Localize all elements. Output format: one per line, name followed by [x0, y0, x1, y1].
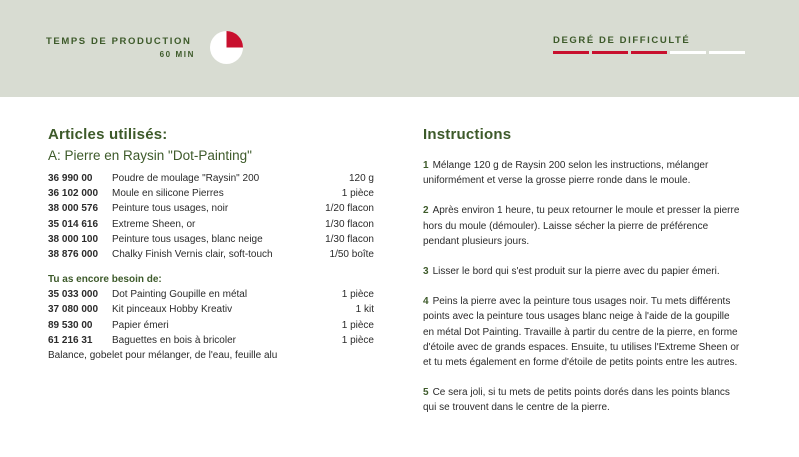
list-item	[48, 201, 374, 216]
article-quantity: 120 g	[348, 173, 374, 184]
list-item	[48, 318, 374, 333]
list-item	[48, 186, 374, 201]
production-time-value: 60 MIN	[159, 50, 195, 59]
step-text: Peins la pierre avec la peinture tous usages noir. Tu mets différents points avec la peinture tous usages blanc neige à l'aide de la goupille en métal Dot Painting. Travaille à partir du centre de la pierre, en forme d'étoile avec de grands espaces. Ensuite, tu utilises l'Extreme Sheen or et tu mets également en forme d'étoile de petits points entre les autres.	[423, 296, 740, 369]
article-number: 35 033 000	[48, 289, 99, 301]
articles-title: Articles utilisés:	[48, 126, 168, 143]
list-item	[48, 287, 374, 302]
article-description: Extreme Sheen, or	[112, 218, 196, 230]
article-quantity: 1 pièce	[341, 289, 374, 301]
instructions-section	[423, 126, 743, 431]
instruction-step	[423, 294, 743, 370]
article-number: 38 000 576	[48, 203, 99, 215]
article-description: Moule en silicone Pierres	[112, 188, 224, 200]
article-number: 35 014 616	[48, 218, 99, 230]
article-description: Peinture tous usages, blanc neige	[112, 233, 263, 245]
instruction-step	[423, 264, 743, 279]
article-quantity: 1/30 flacon	[325, 218, 374, 230]
article-quantity: 1 pièce	[341, 319, 374, 331]
extra-needs-title: Tu as encore besoin de:	[48, 274, 162, 286]
article-description: Baguettes en bois à bricoler	[112, 334, 236, 346]
article-quantity: 1 pièce	[341, 334, 374, 346]
step-text: Mélange 120 g de Raysin 200 selon les instructions, mélanger uniformément et verse la grosse pierre ronde dans le moule.	[423, 160, 709, 187]
article-number: 38 000 100	[48, 233, 99, 245]
article-quantity: 1/30 flacon	[325, 233, 374, 245]
project-subtitle: A: Pierre en Raysin "Dot-Painting"	[48, 148, 252, 163]
instructions-title: Instructions	[423, 126, 512, 143]
difficulty-segment	[553, 51, 589, 54]
list-item	[48, 302, 374, 317]
difficulty-meter	[553, 51, 745, 54]
list-item	[48, 171, 374, 186]
article-quantity: 1 kit	[355, 304, 374, 316]
difficulty-segment	[592, 51, 628, 54]
article-quantity: 1 pièce	[341, 188, 374, 200]
tools-list	[48, 287, 374, 348]
step-text: Ce sera joli, si tu mets de petits points dorés dans les points blancs qui se trouvent dans le centre de la pierre.	[423, 387, 730, 414]
step-text: Après environ 1 heure, tu peux retourner le moule et presser la pierre hors du moule (démouler). Laisse sécher la pierre de préférence pendant plusieurs jours.	[423, 205, 740, 247]
instruction-step	[423, 203, 743, 249]
article-quantity: 1/50 boîte	[329, 249, 374, 261]
difficulty-segment	[709, 51, 745, 54]
instruction-step	[423, 158, 743, 188]
article-number: 61 216 31	[48, 334, 93, 346]
article-description: Papier émeri	[112, 319, 169, 331]
list-item	[48, 333, 374, 348]
article-number: 36 102 000	[48, 188, 99, 200]
step-text: Lisser le bord qui s'est produit sur la pierre avec du papier émeri.	[432, 266, 720, 278]
time-fraction-wedge	[227, 31, 244, 48]
article-description: Kit pinceaux Hobby Kreativ	[112, 304, 233, 316]
step-number: 5	[423, 387, 429, 399]
step-number: 1	[423, 160, 429, 171]
article-description: Poudre de moulage "Raysin" 200	[112, 173, 260, 184]
list-item	[48, 232, 374, 247]
difficulty-segment	[631, 51, 667, 54]
difficulty-segment	[670, 51, 706, 54]
article-description: Dot Painting Goupille en métal	[112, 289, 248, 301]
instruction-step	[423, 385, 743, 415]
step-number: 2	[423, 205, 429, 217]
article-quantity: 1/20 flacon	[325, 203, 374, 215]
article-description: Chalky Finish Vernis clair, soft-touch	[112, 249, 273, 261]
clock-icon	[209, 30, 244, 65]
article-number: 89 530 00	[48, 319, 93, 331]
production-time-label: TEMPS DE PRODUCTION	[46, 36, 192, 47]
articles-section	[48, 126, 374, 363]
article-number: 37 080 000	[48, 304, 99, 316]
instruction-steps	[423, 158, 743, 416]
list-item	[48, 247, 374, 262]
materials-list	[48, 171, 374, 262]
list-item	[48, 217, 374, 232]
article-number: 38 876 000	[48, 249, 99, 261]
difficulty-label: DEGRÉ DE DIFFICULTÉ	[553, 35, 691, 46]
article-description: Peinture tous usages, noir	[112, 203, 229, 215]
step-number: 4	[423, 296, 429, 308]
header-band	[0, 0, 799, 97]
household-items-note: Balance, gobelet pour mélanger, de l'eau, feuille alu	[48, 350, 278, 362]
step-number: 3	[423, 266, 429, 278]
article-number: 36 990 00	[48, 173, 93, 184]
